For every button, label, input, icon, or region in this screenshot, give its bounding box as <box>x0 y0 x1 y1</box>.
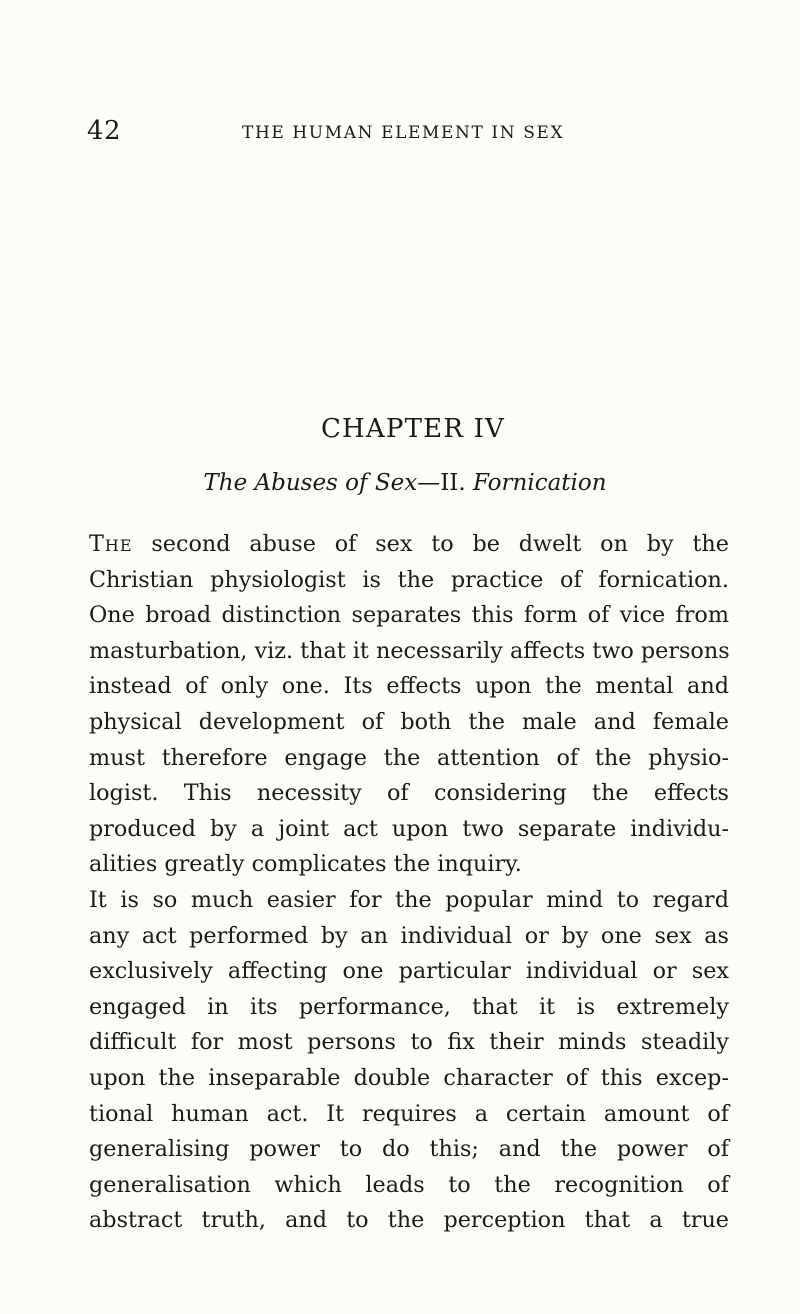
text-line: It is so much easier for the popular mind to regard <box>89 886 729 913</box>
text-line: generalising power to do this; and the power of <box>89 1136 729 1163</box>
text-line: must therefore engage the attention of the physio- <box>89 744 729 771</box>
text-line: abstract truth, and to the perception that a true <box>89 1207 729 1234</box>
running-head: THE HUMAN ELEMENT IN SEX <box>242 123 565 143</box>
text-line: difficult for most persons to fix their minds steadily <box>89 1029 729 1056</box>
text-line: logist. This necessity of considering the effects <box>89 780 729 807</box>
subtitle-part-2: —II. <box>417 470 473 496</box>
text-line: Christian physiologist is the practice of fornication. <box>89 566 729 593</box>
text-line: The second abuse of sex to be dwelt on by the <box>89 531 729 557</box>
text-line: alities greatly complicates the inquiry. <box>89 851 522 878</box>
page-header <box>87 116 727 150</box>
text-line: any act performed by an individual or by one sex as <box>89 922 729 949</box>
text-line: exclusively affecting one particular individual or sex <box>89 958 729 985</box>
subtitle-part-3: Fornication <box>472 470 607 496</box>
text-line: upon the inseparable double character of this excep- <box>89 1064 729 1091</box>
text-line: One broad distinction separates this form of vice from <box>89 602 729 629</box>
page-number: 42 <box>87 116 122 146</box>
text-line: masturbation, viz. that it necessarily affects two persons <box>89 637 730 664</box>
first-word: The <box>89 531 133 557</box>
text-line: tional human act. It requires a certain amount of <box>89 1100 729 1127</box>
paragraph-1 <box>89 527 729 883</box>
chapter-subtitle <box>0 470 800 496</box>
body-text <box>89 527 729 1239</box>
text-line: generalisation which leads to the recognition of <box>89 1171 729 1198</box>
subtitle-part-1: The Abuses of Sex <box>203 470 418 496</box>
text-line: engaged in its performance, that it is extremely <box>89 993 729 1020</box>
chapter-title: CHAPTER IV <box>320 414 506 444</box>
text-line: instead of only one. Its effects upon the mental and <box>89 673 729 700</box>
text-line: physical development of both the male and female <box>89 708 729 735</box>
text-line: produced by a joint act upon two separate individu- <box>89 815 729 842</box>
paragraph-2 <box>89 883 729 1239</box>
